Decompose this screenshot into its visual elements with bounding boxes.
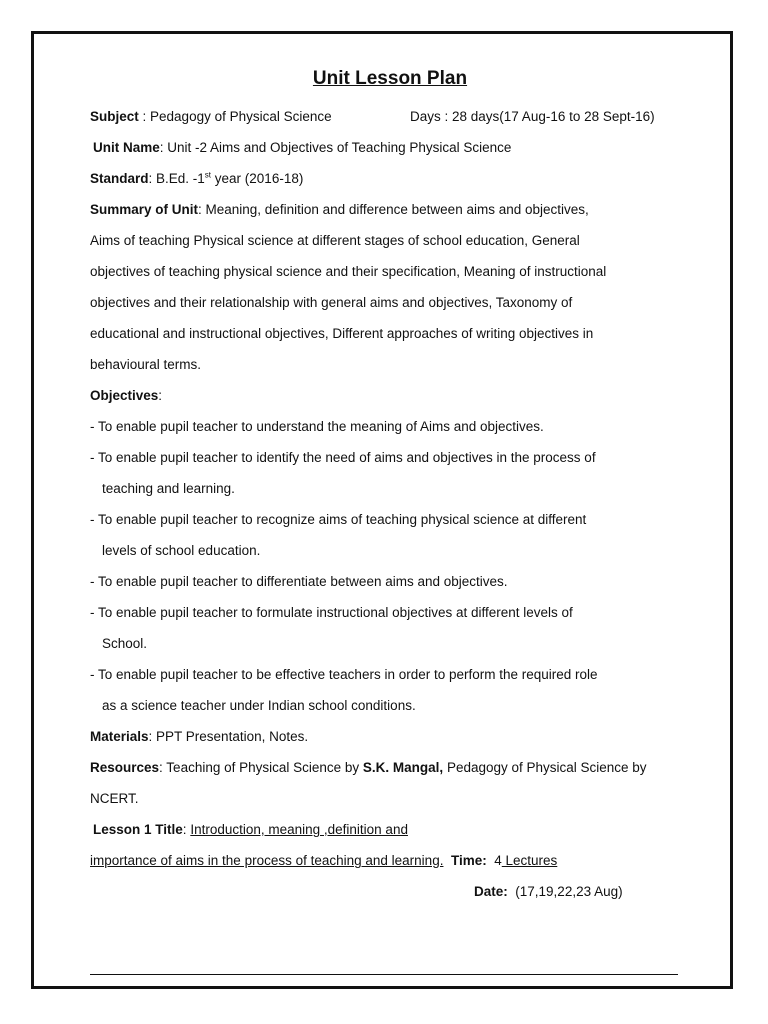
- footer-rule: [90, 974, 678, 975]
- summary-line: behavioural terms.: [90, 357, 202, 372]
- standard-label: Standard: [90, 171, 149, 186]
- resources-text-post: Pedagogy of Physical Science by: [443, 760, 647, 775]
- standard-value-pre: : B.Ed. -1: [148, 171, 205, 186]
- lesson-title-line-2: [90, 845, 690, 876]
- materials-label: Materials: [90, 729, 149, 744]
- summary-line: Aims of teaching Physical science at different stages of school education, General: [90, 233, 580, 248]
- summary-text: : Meaning, definition and difference between aims and objectives,: [198, 202, 589, 217]
- objectives-label: Objectives: [90, 388, 159, 403]
- objective-item-continued: teaching and learning.: [102, 481, 235, 496]
- unit-name-value: : Unit -2 Aims and Objectives of Teaching Physical Science: [159, 140, 512, 155]
- objective-item: - To enable pupil teacher to be effective teachers in order to perform the required role: [90, 667, 598, 682]
- resources-line-2: NCERT.: [90, 791, 139, 806]
- materials-value: : PPT Presentation, Notes.: [148, 729, 309, 744]
- subject-line: [90, 101, 690, 132]
- objective-item-continued: as a science teacher under Indian school conditions.: [102, 698, 416, 713]
- summary-line: educational and instructional objectives, Different approaches of writing objectives in: [90, 326, 594, 341]
- objective-item: - To enable pupil teacher to identify the need of aims and objectives in the process of: [90, 450, 596, 465]
- time-number: 4: [494, 853, 502, 868]
- lesson-plan-content: [90, 64, 690, 907]
- lesson-title-label: Lesson 1 Title: [93, 822, 183, 837]
- standard-value-post: year (2016-18): [211, 171, 304, 186]
- lesson-title-colon: :: [182, 822, 187, 837]
- time-label: Time:: [450, 853, 487, 868]
- objective-item: - To enable pupil teacher to recognize aims of teaching physical science at different: [90, 512, 587, 527]
- objective-item-continued: School.: [102, 636, 148, 651]
- summary-line: objectives and their relationalship with general aims and objectives, Taxonomy of: [90, 295, 573, 310]
- resources-label: Resources: [90, 760, 160, 775]
- standard-sup: st: [204, 170, 212, 180]
- days-text: Days : 28 days(17 Aug-16 to 28 Sept-16): [410, 109, 655, 124]
- objective-item: - To enable pupil teacher to differentiate between aims and objectives.: [90, 574, 508, 589]
- lesson-title-text-2: importance of aims in the process of teaching and learning.: [90, 853, 444, 868]
- resources-author: S.K. Mangal,: [362, 760, 444, 775]
- objectives-heading: [90, 380, 690, 411]
- summary-line: objectives of teaching physical science and their specification, Meaning of instructional: [90, 264, 607, 279]
- lesson-title-text: Introduction, meaning ,definition and: [190, 822, 408, 837]
- subject-label: Subject: [90, 109, 139, 124]
- objectives-colon: :: [158, 388, 163, 403]
- subject-value: : Pedagogy of Physical Science: [142, 109, 332, 124]
- lesson-title-line: [90, 814, 690, 845]
- page-title: Unit Lesson Plan: [312, 68, 468, 89]
- objective-item: - To enable pupil teacher to understand the meaning of Aims and objectives.: [90, 419, 544, 434]
- summary-line: [90, 194, 690, 225]
- summary-label: Summary of Unit: [90, 202, 199, 217]
- standard-line: [90, 163, 690, 194]
- time-unit: Lectures: [501, 853, 558, 868]
- resources-text: : Teaching of Physical Science by: [159, 760, 363, 775]
- materials-line: [90, 721, 690, 752]
- date-value: (17,19,22,23 Aug): [515, 884, 623, 899]
- resources-line: [90, 752, 690, 783]
- date-label: Date:: [474, 884, 508, 899]
- date-line: [90, 876, 690, 907]
- objective-item-continued: levels of school education.: [102, 543, 261, 558]
- unit-name-line: [90, 132, 690, 163]
- objective-item: - To enable pupil teacher to formulate instructional objectives at different levels of: [90, 605, 573, 620]
- unit-name-label: Unit Name: [93, 140, 160, 155]
